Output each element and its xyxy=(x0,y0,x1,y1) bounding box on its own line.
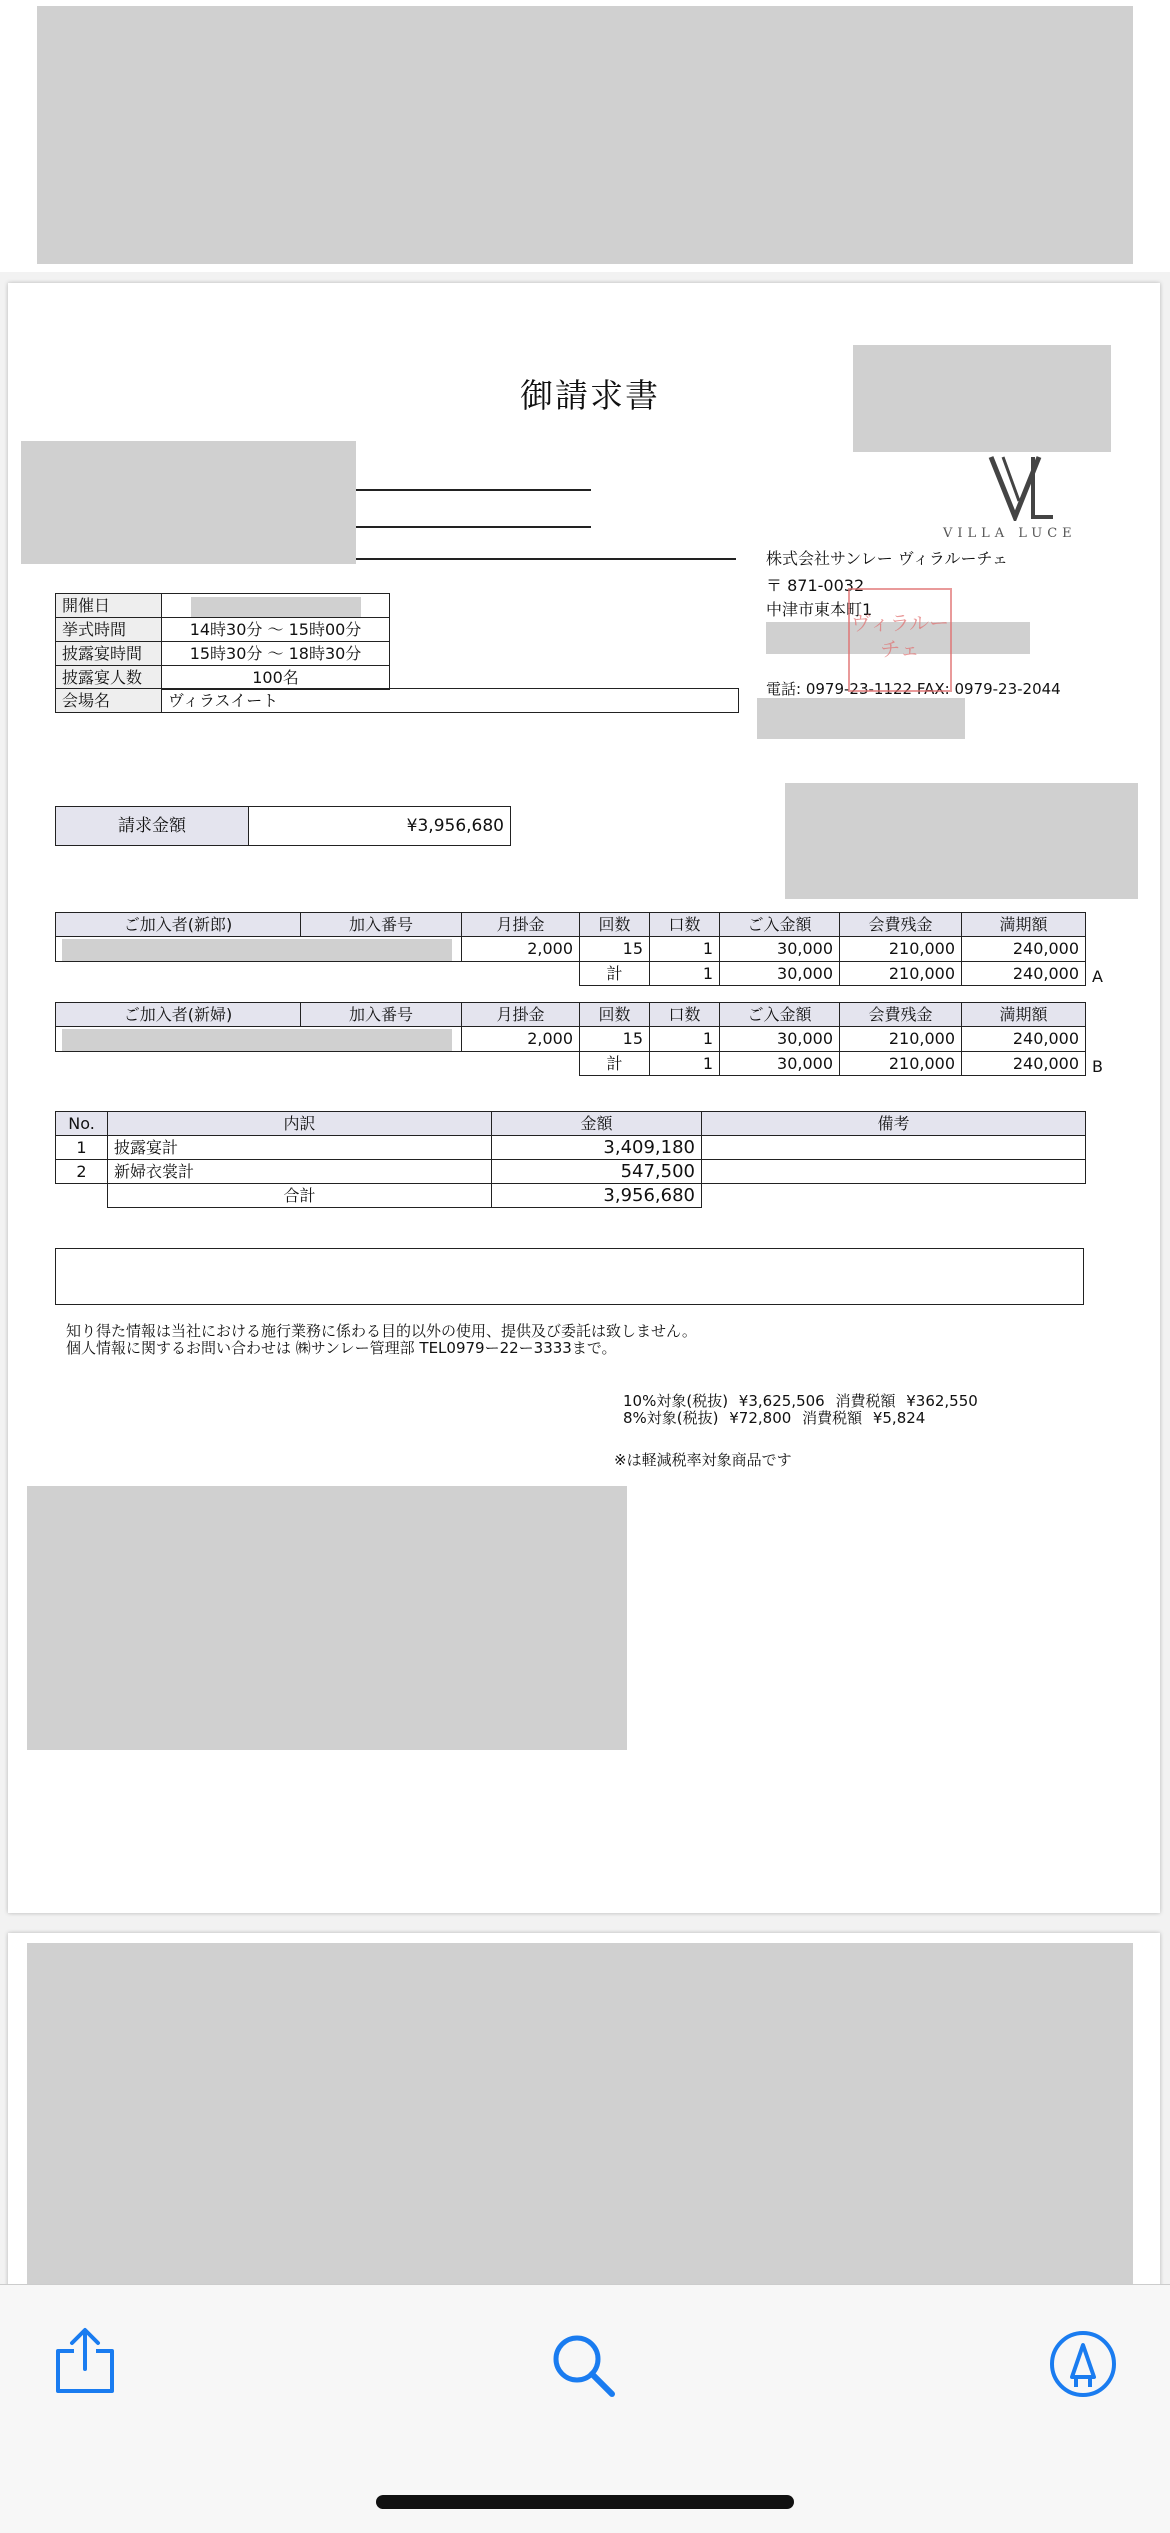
tax-line-10: 10%対象(税抜) ¥3,625,506 消費税額 ¥362,550 xyxy=(623,1392,978,1410)
member-name-redacted xyxy=(56,937,462,962)
breakdown-header-item: 内訳 xyxy=(108,1112,492,1136)
event-value: 100名 xyxy=(162,666,390,690)
breakdown-item: 披露宴計 xyxy=(108,1136,492,1160)
member-total-label: 計 xyxy=(580,961,650,985)
breakdown-header-note: 備考 xyxy=(702,1112,1086,1136)
member-header: 月掛金 xyxy=(462,1003,580,1027)
venue-table xyxy=(55,688,739,713)
breakdown-header-amount: 金額 xyxy=(492,1112,702,1136)
breakdown-amount: 3,409,180 xyxy=(492,1136,702,1160)
member-header: 回数 xyxy=(580,1003,650,1027)
member-header: 会費残金 xyxy=(840,913,962,937)
member-header: 加入番号 xyxy=(301,913,462,937)
event-row xyxy=(56,594,390,618)
member-header-row xyxy=(56,1003,1086,1027)
tax-footnote: ※は軽減税率対象商品です xyxy=(614,1451,792,1469)
member-monthly: 2,000 xyxy=(462,937,580,962)
member-total-maturity: 240,000 xyxy=(962,961,1086,985)
breakdown-header-row xyxy=(56,1112,1086,1136)
member-total-maturity: 240,000 xyxy=(962,1051,1086,1075)
member-header: ご加入者(新婦) xyxy=(56,1003,301,1027)
member-balance: 210,000 xyxy=(840,937,962,962)
brand-name: VILLA LUCE xyxy=(943,526,1077,541)
breakdown-row xyxy=(56,1160,1086,1184)
venue-label: 会場名 xyxy=(56,689,162,713)
member-header: ご入金額 xyxy=(720,913,840,937)
member-header: 会費残金 xyxy=(840,1003,962,1027)
member-total-paid: 30,000 xyxy=(720,1051,840,1075)
share-icon[interactable] xyxy=(52,2327,118,2395)
member-header: 口数 xyxy=(650,913,720,937)
member-header-row xyxy=(56,913,1086,937)
privacy-notice-line2: 個人情報に関するお問い合わせは ㈱サンレー管理部 TEL0979ー22ー3333まで。 xyxy=(66,1339,617,1357)
member-paid: 30,000 xyxy=(720,1027,840,1052)
invoice-title: 御請求書 xyxy=(520,376,660,415)
member-header: 加入番号 xyxy=(301,1003,462,1027)
member-total-row xyxy=(56,1051,1086,1075)
member-mark-b: B xyxy=(1092,1057,1103,1076)
tax-line-8: 8%対象(税抜) ¥72,800 消費税額 ¥5,824 xyxy=(623,1409,926,1427)
company-address: 中津市東本町1 xyxy=(766,600,873,619)
company-name: 株式会社サンレー ヴィラルーチェ xyxy=(766,549,1008,568)
member-header: 満期額 xyxy=(962,913,1086,937)
event-label: 挙式時間 xyxy=(56,618,162,642)
breakdown-header-no: No. xyxy=(56,1112,108,1136)
event-row xyxy=(56,689,739,713)
event-row xyxy=(56,666,390,690)
event-label: 開催日 xyxy=(56,594,162,618)
recipient-underline xyxy=(356,526,591,528)
event-label: 披露宴人数 xyxy=(56,666,162,690)
member-header: 月掛金 xyxy=(462,913,580,937)
redacted-area xyxy=(27,1943,1133,2328)
event-row xyxy=(56,618,390,642)
redacted-area xyxy=(27,1486,627,1750)
breakdown-no: 1 xyxy=(56,1136,108,1160)
member-table-groom xyxy=(55,912,1086,986)
company-seal xyxy=(848,588,952,692)
breakdown-total-label: 合計 xyxy=(108,1184,492,1208)
event-value: 15時30分 ～ 18時30分 xyxy=(162,642,390,666)
member-header: 回数 xyxy=(580,913,650,937)
member-table-bride xyxy=(55,1002,1086,1076)
breakdown-no: 2 xyxy=(56,1160,108,1184)
member-total-paid: 30,000 xyxy=(720,961,840,985)
member-balance: 210,000 xyxy=(840,1027,962,1052)
member-monthly: 2,000 xyxy=(462,1027,580,1052)
search-icon[interactable] xyxy=(551,2333,617,2399)
billing-label: 請求金額 xyxy=(56,807,249,846)
redacted-area xyxy=(785,783,1138,899)
member-total-balance: 210,000 xyxy=(840,1051,962,1075)
event-row xyxy=(56,642,390,666)
remarks-box xyxy=(55,1248,1084,1305)
member-row xyxy=(56,937,1086,962)
member-total-units: 1 xyxy=(650,1051,720,1075)
venue-value: ヴィラスイート xyxy=(162,689,739,713)
breakdown-row xyxy=(56,1136,1086,1160)
company-phone: 電話: 0979-23-1122 FAX: 0979-23-2044 xyxy=(766,680,1061,698)
member-units: 1 xyxy=(650,937,720,962)
event-label: 披露宴時間 xyxy=(56,642,162,666)
member-count: 15 xyxy=(580,937,650,962)
recipient-underline xyxy=(356,558,736,560)
member-maturity: 240,000 xyxy=(962,937,1086,962)
breakdown-table xyxy=(55,1111,1086,1208)
company-postal: 〒 871-0032 xyxy=(766,576,865,595)
billing-amount: ¥3,956,680 xyxy=(249,807,511,846)
event-value: 14時30分 ～ 15時00分 xyxy=(162,618,390,642)
member-units: 1 xyxy=(650,1027,720,1052)
redacted-area xyxy=(853,345,1111,452)
member-header: 口数 xyxy=(650,1003,720,1027)
member-mark-a: A xyxy=(1092,967,1103,986)
member-total-units: 1 xyxy=(650,961,720,985)
member-name-redacted xyxy=(56,1027,462,1052)
member-maturity: 240,000 xyxy=(962,1027,1086,1052)
breakdown-note xyxy=(702,1136,1086,1160)
breakdown-total-row xyxy=(56,1184,1086,1208)
member-row xyxy=(56,1027,1086,1052)
redacted-area xyxy=(757,698,965,739)
villa-luce-logo-icon xyxy=(985,455,1055,521)
member-header: ご加入者(新郎) xyxy=(56,913,301,937)
breakdown-item: 新婦衣裳計 xyxy=(108,1160,492,1184)
member-paid: 30,000 xyxy=(720,937,840,962)
breakdown-total-amount: 3,956,680 xyxy=(492,1184,702,1208)
home-indicator xyxy=(376,2495,794,2509)
redacted-recipient xyxy=(21,441,356,564)
breakdown-amount: 547,500 xyxy=(492,1160,702,1184)
privacy-notice-line1: 知り得た情報は当社における施行業務に係わる目的以外の使用、提供及び委託は致しません。 xyxy=(66,1322,697,1340)
event-info-table xyxy=(55,593,390,690)
bottom-toolbar xyxy=(0,2284,1170,2533)
breakdown-note xyxy=(702,1160,1086,1184)
redacted-area xyxy=(37,6,1133,264)
member-total-label: 計 xyxy=(580,1051,650,1075)
recipient-underline xyxy=(356,489,591,491)
member-count: 15 xyxy=(580,1027,650,1052)
member-total-row xyxy=(56,961,1086,985)
member-header: 満期額 xyxy=(962,1003,1086,1027)
event-value xyxy=(162,594,390,618)
markup-icon[interactable] xyxy=(1048,2329,1118,2399)
seal-text: ヴィラルーチェ xyxy=(850,611,950,661)
member-total-balance: 210,000 xyxy=(840,961,962,985)
billing-table xyxy=(55,806,511,846)
member-header: ご入金額 xyxy=(720,1003,840,1027)
